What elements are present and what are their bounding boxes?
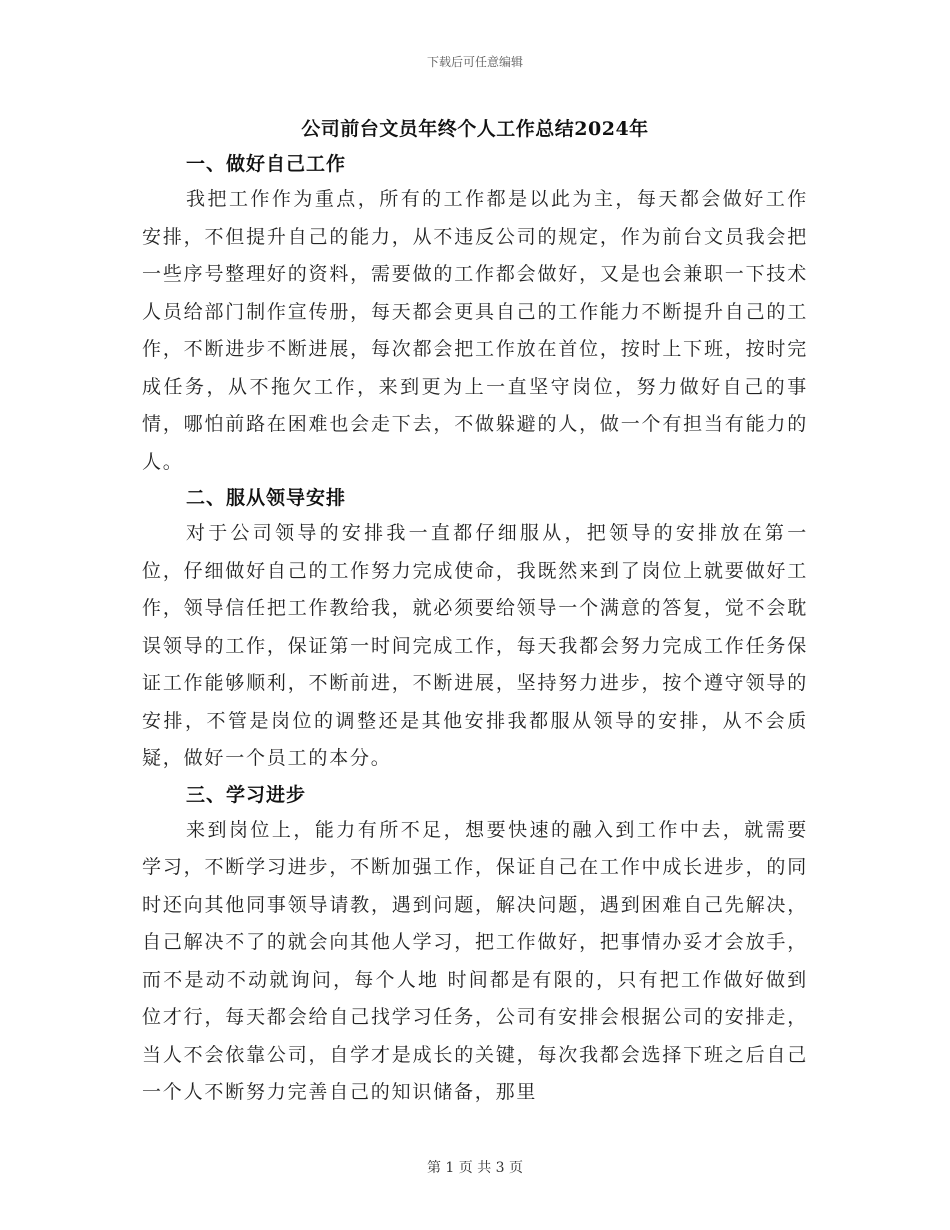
- document-title: 公司前台文员年终个人工作总结2024年: [301, 118, 649, 140]
- section-2: [142, 481, 808, 778]
- page-number: 第 1 页 共 3 页: [426, 1160, 524, 1176]
- document-body: [142, 147, 808, 1112]
- section-heading: 三、学习进步: [186, 783, 307, 806]
- section-heading: 二、服从领导安排: [186, 487, 347, 509]
- section-paragraph: 我把工作作为重点，所有的工作都是以此为主，每天都会做好工作安排，不但提升自己的能力，从不违反公司的规定，作为前台文员我会把一些序号整理好的资料，需要做的工作都会做好，又是也会兼职一下技术人员给部门制作宣传册，每天都会更具自己的工作能力不断提升自己的工作，不断进步不断进展，每次都会把工作放在首位，按时上下班，按时完成任务，从不拖欠工作，来到更为上一直坚守岗位，努力做好自己的事情，哪怕前路在困难也会走下去，不做躲避的人，做一个有担当有能力的人。: [142, 188, 808, 473]
- section-paragraph: 对于公司领导的安排我一直都仔细服从，把领导的安排放在第一位，仔细做好自己的工作努力完成使命，我既然来到了岗位上就要做好工作，领导信任把工作教给我，就必须要给领导一个满意的答复，觉不会耽误领导的工作，保证第一时间完成工作，每天我都会努力完成工作任务保证工作能够顺利，不断前进，不断进展，坚持努力进步，按个遵守领导的安排，不管是岗位的调整还是其他安排我都服从领导的安排，从不会质疑，做好一个员工的本分。: [142, 522, 808, 769]
- section-paragraph: 来到岗位上，能力有所不足，想要快速的融入到工作中去，就需要学习，不断学习进步，不断加强工作，保证自己在工作中成长进步，的同时还向其他同事领导请教，遇到问题，解决问题，遇到困难自己先解决，自己解决不了的就会向其他人学习，把工作做好，把事情办妥才会放手，而不是动不动就询问，每个人地 时间都是有限的，只有把工作做好做到位才行，每天都会给自己找学习任务，公司有安排会根据公司的安排走，当人不会依靠公司，自学才是成长的关键，每次我都会选择下班之后自己一个人不断努力完善自己的知识储备，那里: [142, 818, 808, 1103]
- page-header-note: 下载后可任意编辑: [426, 55, 523, 69]
- section-1: [142, 147, 808, 481]
- section-heading: 一、做好自己工作: [186, 153, 347, 175]
- section-3: [142, 778, 808, 1112]
